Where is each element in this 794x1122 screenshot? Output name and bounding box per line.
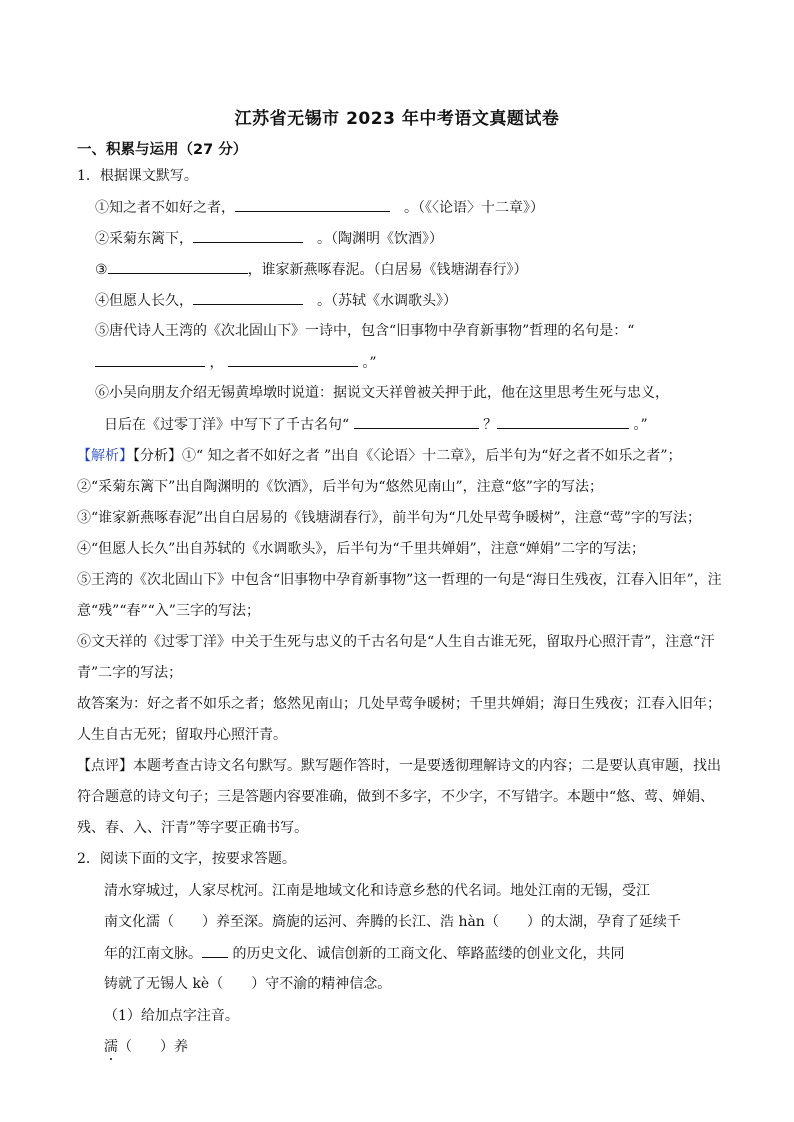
q1-item-5-blanks: ， 。” <box>95 352 377 373</box>
q1-item-4: ④但愿人长久， 。（苏轼《水调歌头》） <box>95 290 457 311</box>
answer-blank[interactable] <box>202 943 228 958</box>
q2-stem: 2．阅读下面的文字，按要求答题。 <box>77 851 296 867</box>
q2-passage-line-4: 铸就了无锡人 kè（ ）守不渝的精神信念。 <box>104 976 392 992</box>
analysis-line-8: 青”二字的写法； <box>77 665 183 681</box>
answer-blank[interactable] <box>228 352 358 367</box>
comment-line-2: 符合题意的诗文句子；三是答题内容要准确，做到不多字，不少字，不写错字。本题中“悠、莺、婵娟、 <box>77 789 715 805</box>
q1-item-3: ③ ，谁家新燕啄春泥。（白居易《钱塘湖春行》） <box>95 259 528 280</box>
q2-passage-line-3: 年的江南文脉。 的历史文化、诚信创新的工商文化、筚路蓝缕的创业文化，共同 <box>104 943 624 964</box>
q2-subquestion-1: （1）给加点字注音。 <box>104 1008 239 1024</box>
q1-item-6-blanks: 日后在《过零丁洋》中写下了千古名句“ ？ 。” <box>104 414 648 435</box>
q1-item-6: ⑥小吴向朋友介绍无锡黄埠墩时说道：据说文天祥曾被关押于此，他在这里思考生死与忠义， <box>95 385 669 401</box>
answer-blank[interactable] <box>235 197 390 212</box>
analysis-line-3: ③“谁家新燕啄春泥”出自白居易的《钱塘湖春行》，前半句为“几处早莺争暖树”，注意“莺”字的写法； <box>77 510 701 526</box>
analysis-line-4: ④“但愿人长久”出自苏轼的《水调歌头》，后半句为“千里共婵娟”，注意“婵娟”二字的写法； <box>77 541 645 557</box>
analysis-tag: 【解析】 <box>77 448 133 464</box>
page-title: 江苏省无锡市 2023 年中考语文真题试卷 <box>234 109 560 129</box>
answer-blank[interactable] <box>95 352 205 367</box>
answer-blank[interactable] <box>354 414 479 429</box>
analysis-line-2: ②“采菊东篱下”出自陶渊明的《饮酒》，后半句为“悠然见南山”，注意“悠”字的写法； <box>77 479 603 495</box>
q2-passage-line-2: 南文化濡（ ）养至深。旖旎的运河、奔腾的长江、浩 hàn（ ）的太湖，孕育了延续千 <box>104 914 681 930</box>
q1-item-1: ①知之者不如好之者， 。（《〈论语〉十二章》） <box>95 197 544 218</box>
q1-item-5: ⑤唐代诗人王湾的《次北固山下》一诗中，包含“旧事物中孕育新事物”哲理的名句是：“ <box>95 323 635 339</box>
section-heading: 一、积累与运用（27 分） <box>77 142 248 158</box>
q2-subquestion-1-answer: 濡（ ）养 <box>104 1039 188 1055</box>
analysis-line-10: 人生自古无死；留取丹心照汗青。 <box>77 727 287 743</box>
q2-passage-line-1: 清水穿城过，人家尽枕河。江南是地域文化和诗意乡愁的代名词。地处江南的无锡，受江 <box>104 883 650 899</box>
comment-line-1: 【点评】本题考查古诗文名句默写。默写题作答时，一是要透彻理解诗文的内容；二是要认真审题，找出 <box>77 758 721 774</box>
analysis-line-5: ⑤王湾的《次北固山下》中包含“旧事物中孕育新事物”这一哲理的一句是“海日生残夜，江春入旧年”，注 <box>77 572 722 588</box>
analysis-line-7: ⑥文天祥的《过零丁洋》中关于生死与忠义的千古名句是“人生自古谁无死，留取丹心照汗青”，注意“汗 <box>77 634 715 650</box>
analysis-line-9: 故答案为：好之者不如乐之者；悠然见南山；几处早莺争暖树；千里共婵娟；海日生残夜；江春入旧年； <box>77 696 721 712</box>
dotted-character: 濡 <box>104 1039 118 1055</box>
answer-blank[interactable] <box>108 259 248 274</box>
analysis-line-1: 【解析】【分析】①“ 知之者不如好之者 ”出自《〈论语〉十二章》，后半句为“好之者不如乐之者”； <box>77 448 682 464</box>
answer-blank[interactable] <box>193 290 303 305</box>
answer-blank[interactable] <box>497 414 629 429</box>
q1-stem: 1．根据课文默写。 <box>77 168 198 184</box>
q1-item-2: ②采菊东篱下， 。（陶渊明《饮酒》） <box>95 228 443 249</box>
answer-blank[interactable] <box>193 228 303 243</box>
comment-line-3: 残、春、入、汗青”等字要正确书写。 <box>77 820 309 836</box>
analysis-line-6: 意“残”“春”“入”三字的写法； <box>77 603 260 619</box>
